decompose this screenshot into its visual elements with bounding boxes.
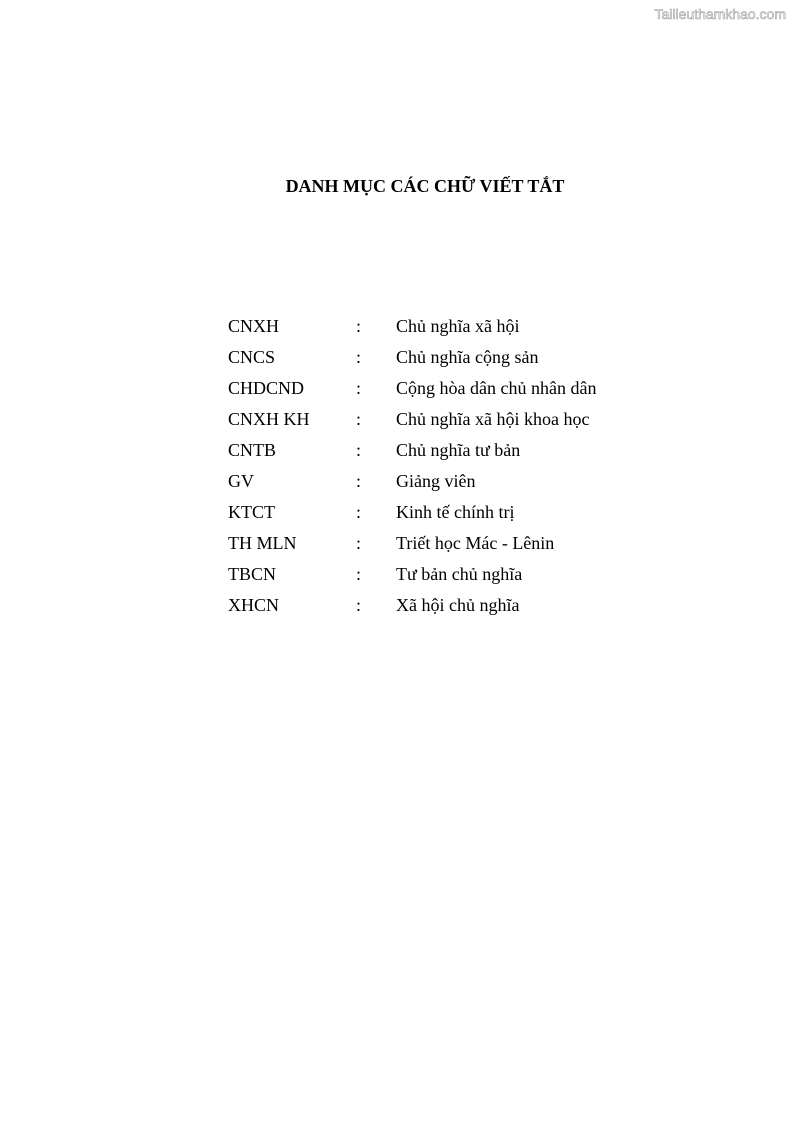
abbreviation-separator: :: [356, 471, 362, 491]
abbreviation-separator: :: [356, 502, 362, 522]
abbreviation-definition: Chủ nghĩa tư bản: [396, 440, 521, 460]
abbreviation-term: CNCS: [228, 347, 276, 367]
abbreviation-definition: Triết học Mác - Lênin: [396, 533, 555, 553]
abbreviation-term: CHDCND: [228, 378, 305, 398]
abbreviation-separator: :: [356, 378, 362, 398]
abbreviation-separator: :: [356, 440, 362, 460]
abbreviation-definition: Chủ nghĩa xã hội: [396, 316, 520, 336]
abbreviation-definition: Cộng hòa dân chủ nhân dân: [396, 378, 597, 398]
abbreviation-row: [228, 559, 596, 590]
abbreviation-separator: :: [356, 316, 362, 336]
abbreviation-separator: :: [356, 595, 362, 615]
page-title: DANH MỤC CÁC CHỮ VIẾT TẮT: [285, 176, 565, 196]
abbreviation-definition: Xã hội chủ nghĩa: [396, 595, 520, 615]
abbreviation-term: XHCN: [228, 595, 280, 615]
abbreviation-row: [228, 311, 596, 342]
watermark: Tailieuthamkhao.com: [654, 6, 786, 22]
abbreviation-row: [228, 497, 596, 528]
abbreviation-term: TH MLN: [228, 533, 297, 553]
abbreviation-separator: :: [356, 347, 362, 367]
abbreviation-row: [228, 590, 596, 621]
abbreviation-list: [228, 311, 596, 621]
abbreviation-row: [228, 342, 596, 373]
abbreviation-separator: :: [356, 409, 362, 429]
abbreviation-separator: :: [356, 533, 362, 553]
abbreviation-row: [228, 528, 596, 559]
abbreviation-row: [228, 404, 596, 435]
abbreviation-definition: Kinh tế chính trị: [396, 502, 515, 522]
abbreviation-definition: Giảng viên: [396, 471, 476, 491]
abbreviation-term: CNXH: [228, 316, 280, 336]
abbreviation-term: GV: [228, 471, 254, 491]
abbreviation-definition: Chủ nghĩa cộng sản: [396, 347, 539, 367]
abbreviation-row: [228, 435, 596, 466]
abbreviation-definition: Tư bản chủ nghĩa: [396, 564, 523, 584]
abbreviation-row: [228, 466, 596, 497]
abbreviation-row: [228, 373, 596, 404]
abbreviation-separator: :: [356, 564, 362, 584]
abbreviation-definition: Chủ nghĩa xã hội khoa học: [396, 409, 590, 429]
abbreviation-term: CNXH KH: [228, 409, 310, 429]
abbreviation-term: KTCT: [228, 502, 275, 522]
abbreviation-term: CNTB: [228, 440, 277, 460]
abbreviation-term: TBCN: [228, 564, 277, 584]
